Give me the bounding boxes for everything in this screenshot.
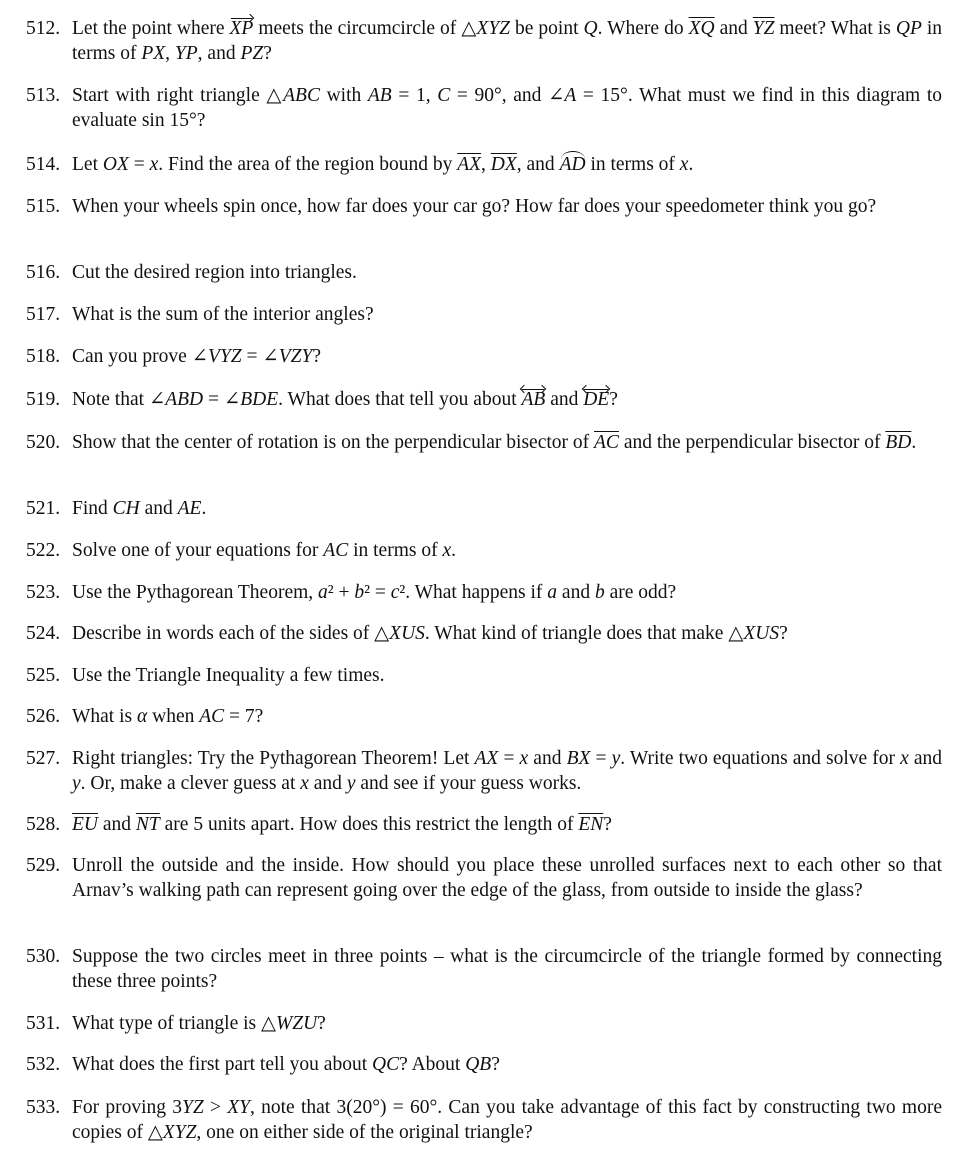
hint-520	[26, 430, 942, 455]
hint-513	[26, 83, 942, 133]
hint-number: 529.	[26, 855, 61, 876]
hint-number: 516.	[26, 262, 61, 283]
hint-number: 526.	[26, 706, 61, 727]
hint-526	[26, 704, 942, 729]
hint-number: 513.	[26, 85, 61, 106]
hint-text: What type of triangle is △WZU?	[72, 1013, 326, 1034]
hint-text: Solve one of your equations for AC in terms of x.	[72, 540, 456, 561]
hint-number: 524.	[26, 623, 61, 644]
hint-528	[26, 812, 942, 837]
hint-text: Describe in words each of the sides of △XUS. What kind of triangle does that make △XUS?	[72, 623, 788, 644]
hint-512	[26, 16, 942, 66]
hint-number: 530.	[26, 946, 61, 967]
hint-text: What does the first part tell you about QC? About QB?	[72, 1054, 500, 1075]
hint-527	[26, 746, 942, 796]
hint-number: 521.	[26, 498, 61, 519]
hint-text: Unroll the outside and the inside. How should you place these unrolled surfaces next to each other so that Arnav’s walking path can represent going over the edge of the glass, from outside to inside the glass?	[72, 855, 942, 901]
hint-text: What is the sum of the interior angles?	[72, 304, 374, 325]
hint-522	[26, 538, 942, 563]
hint-number: 527.	[26, 748, 61, 769]
hint-524	[26, 621, 942, 646]
hint-text: $\overline{EU}$ and $\overline{NT}$ are 5 units apart. How does this restrict the length of $\overline{EN}$?	[72, 814, 612, 835]
hint-text: Let OX = x. Find the area of the region bound by $\overline{AX}$, $\overline{DX}$, and AD in terms of x.	[72, 154, 694, 175]
hint-525	[26, 663, 942, 688]
hint-text: Show that the center of rotation is on the perpendicular bisector of $\overline{AC}$ and the perpendicular bisector of $\overline{BD}$.	[72, 432, 917, 453]
hint-521	[26, 496, 942, 521]
hint-number: 515.	[26, 196, 61, 217]
hint-text: Start with right triangle △ABC with AB = 1, C = 90°, and ∠A = 15°. What must we find in this diagram to evaluate sin 15°?	[72, 85, 943, 131]
hint-530	[26, 944, 942, 994]
hint-text: For proving 3YZ > XY, note that 3(20°) = 60°. Can you take advantage of this fact by constructing two more copies of △XYZ, one on either side of the original triangle?	[72, 1097, 942, 1143]
hint-515	[26, 194, 942, 219]
hint-text: Note that ∠ABD = ∠BDE. What does that tell you about AB and DE ?	[72, 387, 942, 412]
hint-text: Find CH and AE.	[72, 498, 207, 519]
hint-519	[26, 387, 942, 412]
hint-text: Use the Pythagorean Theorem, a² + b² = c². What happens if a and b are odd?	[72, 582, 677, 603]
hint-number: 523.	[26, 582, 61, 603]
hint-text: Cut the desired region into triangles.	[72, 262, 357, 283]
hint-number: 519.	[26, 389, 61, 410]
hint-number: 532.	[26, 1054, 61, 1075]
hint-text: Right triangles: Try the Pythagorean Theorem! Let AX = x and BX = y. Write two equations and solve for x and y. Or, make a clever guess at x and y and see if your guess works.	[72, 748, 943, 794]
hint-number: 514.	[26, 154, 61, 175]
hint-text: Can you prove ∠VYZ = ∠VZY?	[72, 346, 321, 367]
hint-number: 522.	[26, 540, 61, 561]
hint-number: 512.	[26, 18, 61, 39]
hint-514	[26, 152, 942, 177]
hint-number: 533.	[26, 1097, 61, 1118]
hint-532	[26, 1052, 942, 1077]
hint-text: When your wheels spin once, how far does your car go? How far does your speedometer think you go?	[72, 196, 877, 217]
hint-518	[26, 344, 942, 369]
hint-number: 525.	[26, 665, 61, 686]
hint-number: 520.	[26, 432, 61, 453]
hint-531	[26, 1011, 942, 1036]
hint-number: 531.	[26, 1013, 61, 1034]
hint-529	[26, 853, 942, 903]
hint-516	[26, 260, 942, 285]
hint-533	[26, 1095, 942, 1145]
hint-number: 517.	[26, 304, 61, 325]
hint-text: Suppose the two circles meet in three points – what is the circumcircle of the triangle formed by connecting these three points?	[72, 946, 942, 992]
hint-number: 528.	[26, 814, 61, 835]
hint-text: Use the Triangle Inequality a few times.	[72, 665, 385, 686]
hint-517	[26, 302, 942, 327]
hint-523	[26, 580, 942, 605]
hint-text: Let the point where XP meets the circumcircle of △XYZ be point Q. Where do $\overline{XQ}$ and $\overline{YZ}$ meet? What is QP in terms of PX, YP, and PZ?	[72, 18, 943, 64]
hint-number: 518.	[26, 346, 61, 367]
hint-text: What is α when AC = 7?	[72, 706, 264, 727]
